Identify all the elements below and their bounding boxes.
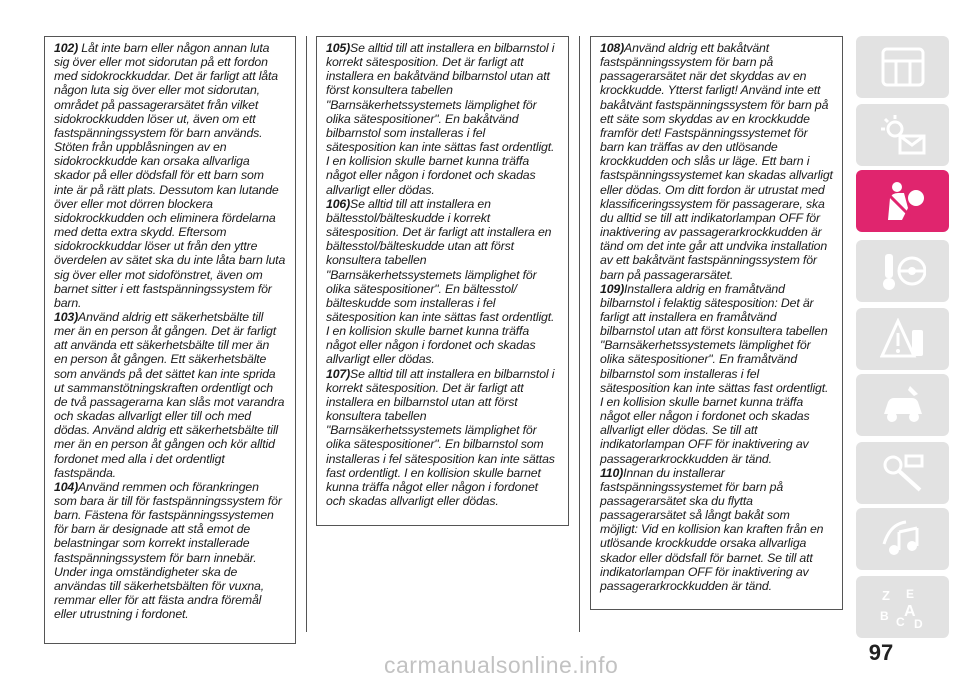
- svg-text:B: B: [879, 609, 889, 623]
- warning-triangle-icon: [880, 318, 926, 360]
- note-text-109: Installera aldrig en framåtvänd bilbarnstol i felaktig sätesposition: Det är farligt att installera en framåtvänd bilbarnstol utan att först konsultera tabellen "Barnsäkerhetssystemets lämplighet för olika sätespositioner". En framåtvänd bilbarnstol som installeras i fel sätesposition kan inte sättas fast ordentligt. I en kollision skulle barnet kunna träffa något eller någon i fordonet och skadas allvarligt eller dödas. Se till att indikatorlampan OFF för inaktivering av passagerarkrockkudden är tänd.: [600, 281, 829, 466]
- page-number: 97: [868, 640, 894, 665]
- note-number-102: 102): [54, 41, 79, 55]
- dashboard-icon: [880, 46, 926, 88]
- note-number-108: 108): [600, 41, 625, 55]
- note-number-106: 106): [326, 196, 351, 211]
- note-text-108: Använd aldrig ett bakåtvänt fastspänningssystem för barn på passagerarsätet när det skyddas av en krockkudde. Ytterst farligt! Använd inte ett bakåtvänt fastspänningssystem för barn på ett säte som skyddas av en krockkudde framför det! Fastspänningssystemet för barn kan träffas av den utlösande krockkudden och slås ur läge. Ett barn i fastspänningssystemet kan skadas allvarligt eller dödas. Om ditt fordon är utrustat med klassificeringssystem för passagerare, ska du alltid se till att indikatorlampan OFF för inaktivering av passagerarkrockkudden är tänd om det inte går att undvika installation av ett bakåtvänt fastspänningssystem för barn på passagerarsätet.: [600, 41, 833, 282]
- note-text-104: Använd remmen och förankringen som bara är till för fastspänningssystem för barn. Fästena för fastspänningssystemen för barn är designade att stå emot de belastningar som korrekt installerade fastspänningssystem för barn innebär. Under inga omständigheter ska de användas till säkerhetsbälten för vuxna, remmar eller för att fästa andra föremål eller utrustning i fordonet.: [54, 479, 282, 622]
- chapter-tab-dashboard[interactable]: [856, 36, 949, 98]
- svg-text:D: D: [913, 617, 923, 628]
- chapter-tab-multimedia[interactable]: [856, 508, 949, 570]
- note-number-105: 105): [326, 41, 351, 55]
- warning-column-3: [590, 36, 843, 610]
- chapter-tab-warning-lights[interactable]: [856, 104, 949, 166]
- warning-column-1: [44, 36, 296, 644]
- note-text-102: Låt inte barn eller någon annan luta sig över eller mot sidorutan på ett fordon med sidokrockkuddar. Det är farligt att låta någon luta sig över eller mot sidorutan, området på passagerarsätet från vilket sidokrockkudden löser ut, även om ett fastspänningssystem för barn används. Stöten från uppblåsningen av en sidokrockkudde kan orsaka allvarliga skador på eller dödsfall för ett barn som inte är på rätt plats. Dessutom kan lutande över eller mot dörren blockera sidokrockkudden och eliminera fördelarna med detta extra skydd. Eftersom sidokrockkuddar löser ut från den yttre överdelen av sätet ska du inte låta barn luta sig över eller mot sidofönstret, även om barnet sitter i ett fastspänningssystem för barn.: [54, 41, 286, 310]
- svg-text:Z: Z: [881, 588, 890, 603]
- key-steering-wheel-icon: [880, 250, 926, 292]
- alphabetical-index-icon: [880, 586, 926, 628]
- svg-text:A: A: [903, 603, 916, 620]
- warning-light-message-icon: [880, 114, 926, 156]
- chapter-tab-emergency[interactable]: [856, 308, 949, 370]
- note-number-107: 107): [326, 366, 351, 381]
- note-text-106: Se alltid till att installera en bältesstol/bälteskudde i korrekt sätesposition. Det är farligt att installera en bältesstol/bälteskudde utan att först konsultera tabellen "Barnsäkerhetssystemets lämplighet för olika sätespositioner". En bältesstol/ bälteskudde som installeras i fel sätesposition kan inte sättas fast ordentligt. I en kollision skulle barnet kunna träffa något eller någon i fordonet och skadas allvarligt eller dödas.: [326, 196, 555, 367]
- technical-data-icon: [880, 452, 926, 494]
- note-text-103: Använd aldrig ett säkerhetsbälte till mer än en person åt gången. Det är farligt att använda ett säkerhetsbälte till mer än en person åt gången. Ett säkerhetsbälte som används på det sättet kan inte sprida ut sammanstötningskraften ordentligt och de två passagerarna kan slås mot varandra och skadas allvarligt eller till och med dödas. Använd aldrig ett säkerhetsbälte till mer än en person åt gången och kör alltid fordonet med alla i det ordentligt fastspända.: [54, 309, 285, 480]
- seatbelt-airbag-icon: [880, 180, 926, 222]
- note-number-109: 109): [600, 281, 625, 296]
- warning-column-2: [316, 36, 569, 526]
- column-divider: [306, 36, 307, 632]
- note-number-103: 103): [54, 309, 79, 324]
- note-text-110: Innan du installerar fastspänningssystemet för barn på passagerarsätet ska du flytta passagerarsätet så långt bakåt som möjligt: Vid en kollision kan kraften från en utlösande krockkudde orsaka allvarliga skador eller dödsfall för barnet. Se till att indikatorlampan OFF för inaktivering av passagerarkrockkudden är tänd.: [600, 465, 824, 593]
- multimedia-music-icon: [880, 518, 926, 560]
- note-text-105: Se alltid till att installera en bilbarnstol i korrekt sätesposition. Det är farligt att installera en bakåtvänd bilbarnstol utan att först konsultera tabellen "Barnsäkerhetssystemets lämplighet för olika sätespositioner". En bakåtvänd bilbarnstol som installeras i fel sätesposition kan inte sättas fast ordentligt. I en kollision skulle barnet kunna träffa något eller någon i fordonet och skadas allvarligt eller dödas.: [326, 41, 555, 197]
- chapter-tab-starting-driving[interactable]: [856, 240, 949, 302]
- note-text-107: Se alltid till att installera en bilbarnstol i korrekt sätesposition. Det är farligt att installera en bilbarnstol utan att först konsultera tabellen "Barnsäkerhetssystemets lämplighet för olika sätespositioner". En bilbarnstol som installeras i fel sätesposition kan inte sättas fast ordentligt. I en kollision skulle barnet kunna träffa något eller någon i fordonet och skadas allvarligt eller dödas.: [326, 366, 555, 508]
- svg-text:E: E: [905, 587, 914, 601]
- chapter-tab-technical-data[interactable]: [856, 442, 949, 504]
- watermark: carmanualsonline.info: [384, 652, 619, 678]
- chapter-tab-maintenance[interactable]: [856, 374, 949, 436]
- note-number-110: 110): [600, 465, 624, 480]
- note-number-104: 104): [54, 479, 79, 494]
- chapter-tab-index[interactable]: [856, 576, 949, 638]
- chapter-tab-safety[interactable]: [856, 170, 949, 232]
- car-service-icon: [880, 384, 926, 426]
- svg-text:C: C: [895, 615, 905, 628]
- column-divider: [579, 36, 580, 632]
